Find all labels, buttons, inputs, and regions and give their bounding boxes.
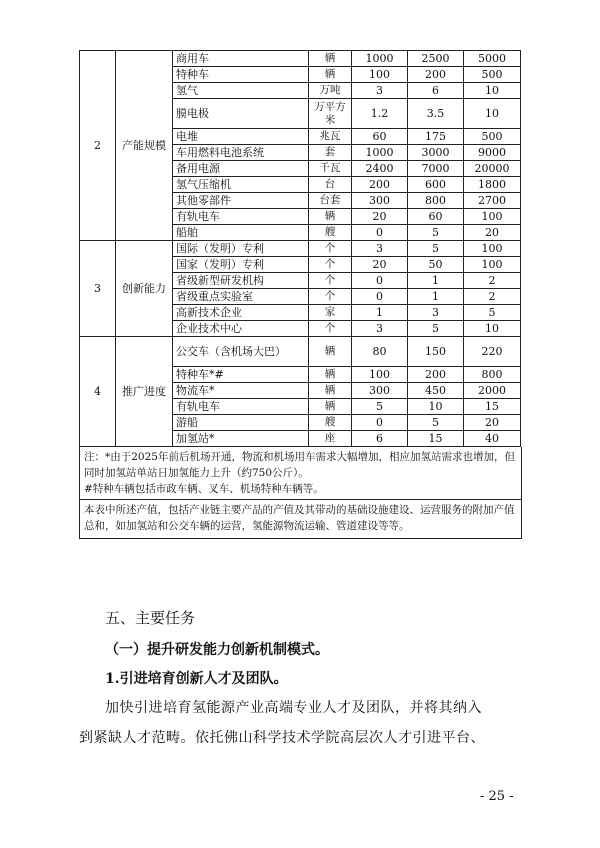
value-cell: 800 (408, 193, 464, 209)
unit-cell: 辆 (309, 51, 352, 67)
unit-cell: 辆 (309, 367, 352, 383)
item-cell: 备用电源 (173, 161, 309, 177)
item-cell: 有轨电车 (173, 399, 309, 415)
group-category: 推广进度 (116, 337, 173, 447)
value-cell: 600 (408, 177, 464, 193)
unit-cell: 个 (309, 289, 352, 305)
value-cell: 0 (352, 415, 408, 431)
item-cell: 企业技术中心 (173, 321, 309, 337)
value-cell: 450 (408, 383, 464, 399)
unit-cell: 千瓦 (309, 161, 352, 177)
value-cell: 800 (464, 367, 521, 383)
value-cell: 7000 (408, 161, 464, 177)
value-cell: 300 (352, 383, 408, 399)
value-cell: 6 (408, 83, 464, 99)
item-cell: 省级新型研发机构 (173, 273, 309, 289)
group-number: 4 (80, 337, 116, 447)
unit-cell: 辆 (309, 399, 352, 415)
item-cell: 膜电极 (173, 99, 309, 129)
unit-cell: 辆 (309, 383, 352, 399)
value-cell: 5 (408, 321, 464, 337)
unit-cell: 艘 (309, 415, 352, 431)
value-cell: 0 (352, 289, 408, 305)
item-cell: 特种车 (173, 67, 309, 83)
section-title: 五、主要任务 (105, 609, 196, 627)
value-cell: 100 (464, 209, 521, 225)
value-cell: 3 (352, 241, 408, 257)
value-cell: 175 (408, 129, 464, 145)
value-cell: 150 (408, 337, 464, 367)
value-cell: 5 (352, 399, 408, 415)
value-cell: 0 (352, 273, 408, 289)
value-cell: 500 (464, 67, 521, 83)
value-cell: 2400 (352, 161, 408, 177)
item-cell: 高新技术企业 (173, 305, 309, 321)
item-cell: 国际（发明）专利 (173, 241, 309, 257)
unit-cell: 座 (309, 431, 352, 447)
unit-cell: 辆 (309, 209, 352, 225)
value-cell: 10 (464, 321, 521, 337)
table-row (80, 337, 521, 367)
value-cell: 9000 (464, 145, 521, 161)
value-cell: 20 (464, 415, 521, 431)
unit-cell: 兆瓦 (309, 129, 352, 145)
unit-cell: 万吨 (309, 83, 352, 99)
value-cell: 3 (352, 83, 408, 99)
item-cell: 商用车 (173, 51, 309, 67)
unit-cell: 万平方米 (309, 99, 352, 129)
value-cell: 1.2 (352, 99, 408, 129)
indicator-table-body (80, 51, 521, 447)
table-row (80, 241, 521, 257)
item-cell: 国家（发明）专利 (173, 257, 309, 273)
value-cell: 10 (464, 99, 521, 129)
value-cell: 20 (352, 257, 408, 273)
item-cell: 公交车（含机场大巴） (173, 337, 309, 367)
value-cell: 10 (464, 83, 521, 99)
value-cell: 100 (352, 367, 408, 383)
value-cell: 40 (464, 431, 521, 447)
value-cell: 200 (408, 367, 464, 383)
subsection-title: （一）提升研发能力创新机制模式。 (105, 642, 329, 658)
value-cell: 10 (408, 399, 464, 415)
value-cell: 5 (408, 225, 464, 241)
unit-cell: 艘 (309, 225, 352, 241)
value-cell: 5000 (464, 51, 521, 67)
item-cell: 特种车*# (173, 367, 309, 383)
value-cell: 15 (464, 399, 521, 415)
value-cell: 80 (352, 337, 408, 367)
page-number: - 25 - (480, 789, 514, 804)
value-cell: 50 (408, 257, 464, 273)
value-cell: 1800 (464, 177, 521, 193)
value-cell: 20 (464, 225, 521, 241)
value-cell: 2 (464, 273, 521, 289)
table-row (80, 51, 521, 67)
item-cell: 游船 (173, 415, 309, 431)
value-cell: 100 (464, 257, 521, 273)
item-cell: 省级重点实验室 (173, 289, 309, 305)
unit-cell: 辆 (309, 67, 352, 83)
value-cell: 1 (352, 305, 408, 321)
value-cell: 220 (464, 337, 521, 367)
item-cell: 加氢站* (173, 431, 309, 447)
value-cell: 5 (408, 415, 464, 431)
value-cell: 60 (352, 129, 408, 145)
value-cell: 20000 (464, 161, 521, 177)
value-cell: 2000 (464, 383, 521, 399)
unit-cell: 套 (309, 145, 352, 161)
indicator-table-container (79, 50, 520, 539)
group-category: 创新能力 (116, 241, 173, 337)
value-cell: 60 (408, 209, 464, 225)
unit-cell: 个 (309, 273, 352, 289)
value-cell: 3 (408, 305, 464, 321)
group-number: 2 (80, 51, 116, 241)
group-number: 3 (80, 241, 116, 337)
item-cell: 有轨电车 (173, 209, 309, 225)
value-cell: 100 (464, 241, 521, 257)
item-cell: 车用燃料电池系统 (173, 145, 309, 161)
note-asterisk (80, 447, 521, 500)
value-cell: 500 (464, 129, 521, 145)
value-cell: 3.5 (408, 99, 464, 129)
item-cell: 电堆 (173, 129, 309, 145)
paragraph-line-2: 到紧缺人才范畴。依托佛山科学技术学院高层次人才引进平台、 (79, 730, 485, 746)
item-title: 1.引进培育创新人才及团队。 (105, 671, 288, 687)
item-cell: 船舶 (173, 225, 309, 241)
note-output-value: 本表中所述产值，包括产业链主要产品的产值及其带动的基础设施建设、运营服务的附加产值总和，如加氢站和公交车辆的运营，氢能源物流运输、管道建设等等。 (84, 504, 515, 532)
value-cell: 15 (408, 431, 464, 447)
unit-cell: 家 (309, 305, 352, 321)
value-cell: 100 (352, 67, 408, 83)
value-cell: 300 (352, 193, 408, 209)
item-cell: 氢气 (173, 83, 309, 99)
note-hash-text: #特种车辆包括市政车辆、叉车、机场特种车辆等。 (84, 483, 324, 495)
paragraph-line-1: 加快引进培育氢能源产业高端专业人才及团队，并将其纳入 (105, 700, 482, 716)
value-cell: 2700 (464, 193, 521, 209)
unit-cell: 个 (309, 241, 352, 257)
value-cell: 2500 (408, 51, 464, 67)
value-cell: 1000 (352, 51, 408, 67)
item-cell: 物流车* (173, 383, 309, 399)
table-notes (79, 447, 522, 539)
indicator-table (79, 50, 521, 447)
item-cell: 其他零部件 (173, 193, 309, 209)
unit-cell: 辆 (309, 337, 352, 367)
group-category: 产能规模 (116, 51, 173, 241)
value-cell: 1 (408, 273, 464, 289)
unit-cell: 台套 (309, 193, 352, 209)
value-cell: 6 (352, 431, 408, 447)
value-cell: 3 (352, 321, 408, 337)
value-cell: 5 (464, 305, 521, 321)
value-cell: 0 (352, 225, 408, 241)
value-cell: 1000 (352, 145, 408, 161)
note-asterisk-text: 注：*由于2025年前后机场开通，物流和机场用车需求大幅增加，相应加氢站需求也增加，但同时加氢站单站日加氢能力上升（约750公斤）。 (84, 451, 515, 479)
value-cell: 200 (352, 177, 408, 193)
value-cell: 2 (464, 289, 521, 305)
value-cell: 20 (352, 209, 408, 225)
unit-cell: 台 (309, 177, 352, 193)
item-cell: 氢气压缩机 (173, 177, 309, 193)
value-cell: 200 (408, 67, 464, 83)
unit-cell: 个 (309, 321, 352, 337)
value-cell: 3000 (408, 145, 464, 161)
value-cell: 1 (408, 289, 464, 305)
value-cell: 5 (408, 241, 464, 257)
unit-cell: 个 (309, 257, 352, 273)
